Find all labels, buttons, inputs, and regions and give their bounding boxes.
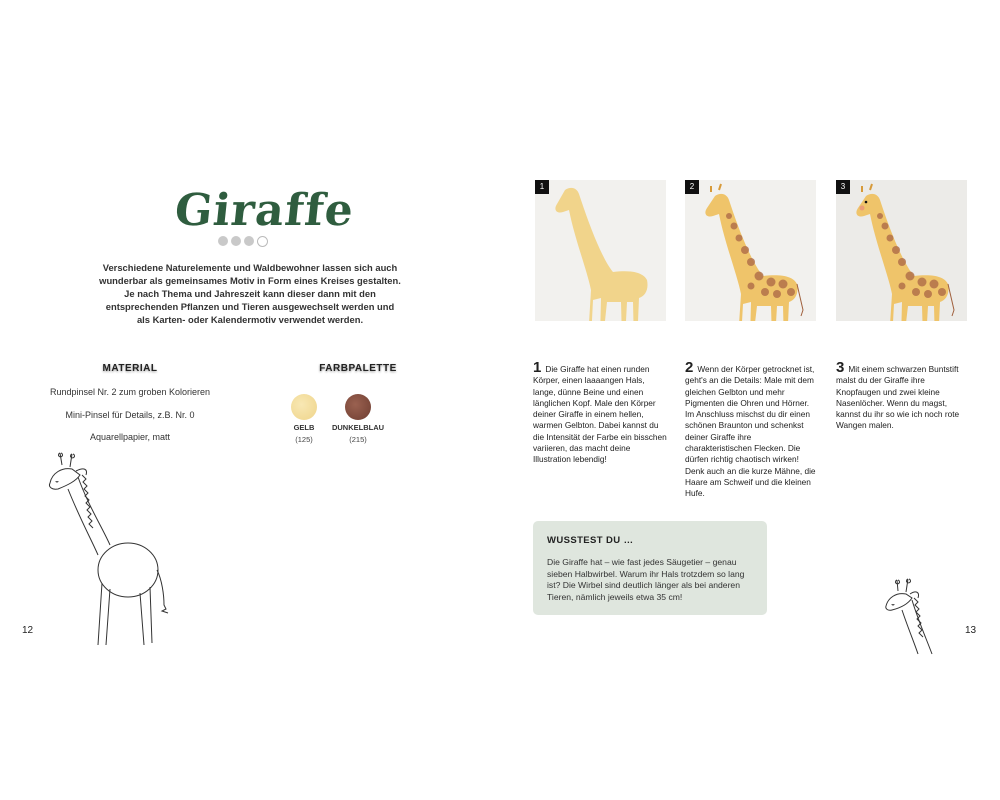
material-item: Aquarellpapier, matt: [89, 432, 171, 442]
page-number: 12: [22, 625, 34, 636]
swatch-code: (215): [349, 435, 367, 444]
step-number: 3: [836, 359, 845, 376]
step-description: Die Giraffe hat einen runden Körper, einen laaaangen Hals, lange, dünne Beine und einen länglichen Kopf. Male den Körper deiner Giraffe in einem hellen, warmen Gelbton. Dabei kannst du die Intensität der Farbe ein bisschen variieren, das macht deine Illustration lebendig!: [533, 364, 667, 465]
step-2-text: [685, 359, 820, 500]
step-badge: 1: [535, 180, 549, 194]
intro-text: Verschiedene Naturelemente und Waldbewohner lassen sich auch wunderbar als gemeinsames Motiv in Form eines Kreises gestalten. Je nach Thema und Jahreszeit kann dieser dann mit den entsprechenden Pflanzen und Tieren ausgewechselt werden und als Karten- oder Kalendermotiv verwendet werden.: [99, 262, 401, 325]
step-2-image: [685, 180, 816, 321]
step-description: Mit einem schwarzen Buntstift malst du der Giraffe ihre Knopfaugen und zwei kleine Nasenlöcher. Wenn du magst, kannst du ihr so wie ich noch rote Wangen malen.: [836, 364, 960, 431]
giraffe-head-sketch: [880, 570, 950, 655]
step-badge: 3: [836, 180, 850, 194]
swatch-gelb: [291, 394, 317, 420]
fact-box-text: Die Giraffe hat – wie fast jedes Säugetier – genau sieben Halbwirbel. Warum ihr Hals trotzdem so lang ist? Die Wirbel sind deutlich länger als bei anderen Tieren, nämlich jeweils etwa 35 cm!: [547, 557, 745, 602]
swatch-code: (125): [295, 435, 313, 444]
step-3-image: [836, 180, 967, 321]
difficulty-dot-empty: [257, 236, 268, 247]
material-item: Mini-Pinsel für Details, z.B. Nr. 0: [65, 410, 195, 420]
difficulty-dot: [218, 236, 228, 246]
left-page: [0, 145, 500, 655]
page-number: 13: [965, 625, 977, 636]
giraffe-finished-icon: [836, 180, 967, 321]
step-description: Wenn der Körper getrocknet ist, geht's an die Details: Male mit dem gleichen Gelbton und mehr Pigmenten die Ohren und Hörner. Im Anschluss mischst du dir einen schönen Braunton und schenkst deiner Giraffe ihre charakteristischen Flecken. Die dürfen richtig chaotisch wirken! Denk auch an die kurze Mähne, die Haare am Schweif und die kleinen Hufe.: [685, 364, 816, 499]
difficulty-dots: [218, 236, 268, 247]
giraffe-sketch: [40, 445, 180, 650]
swatch-dunkelblau: [345, 394, 371, 420]
difficulty-dot: [231, 236, 241, 246]
step-number: 1: [533, 359, 542, 376]
page-title: Giraffe: [172, 185, 357, 236]
swatch-label: GELB: [293, 423, 315, 432]
material-item: Rundpinsel Nr. 2 zum groben Kolorieren: [49, 387, 211, 397]
step-1-image: [535, 180, 666, 321]
step-3-text: [836, 359, 971, 432]
difficulty-dot: [244, 236, 254, 246]
step-badge: 2: [685, 180, 699, 194]
giraffe-watercolor-icon: [535, 180, 666, 321]
material-heading: MATERIAL: [102, 363, 158, 374]
swatch-label: DUNKELBLAU: [331, 423, 385, 432]
palette-heading: FARBPALETTE: [319, 363, 397, 374]
fact-box: [533, 521, 767, 615]
book-spread: [0, 145, 1000, 655]
fact-box-heading: WUSSTEST DU …: [547, 535, 634, 546]
step-number: 2: [685, 359, 694, 376]
giraffe-spotted-icon: [685, 180, 816, 321]
right-page: [500, 145, 1000, 655]
step-1-text: [533, 359, 668, 466]
